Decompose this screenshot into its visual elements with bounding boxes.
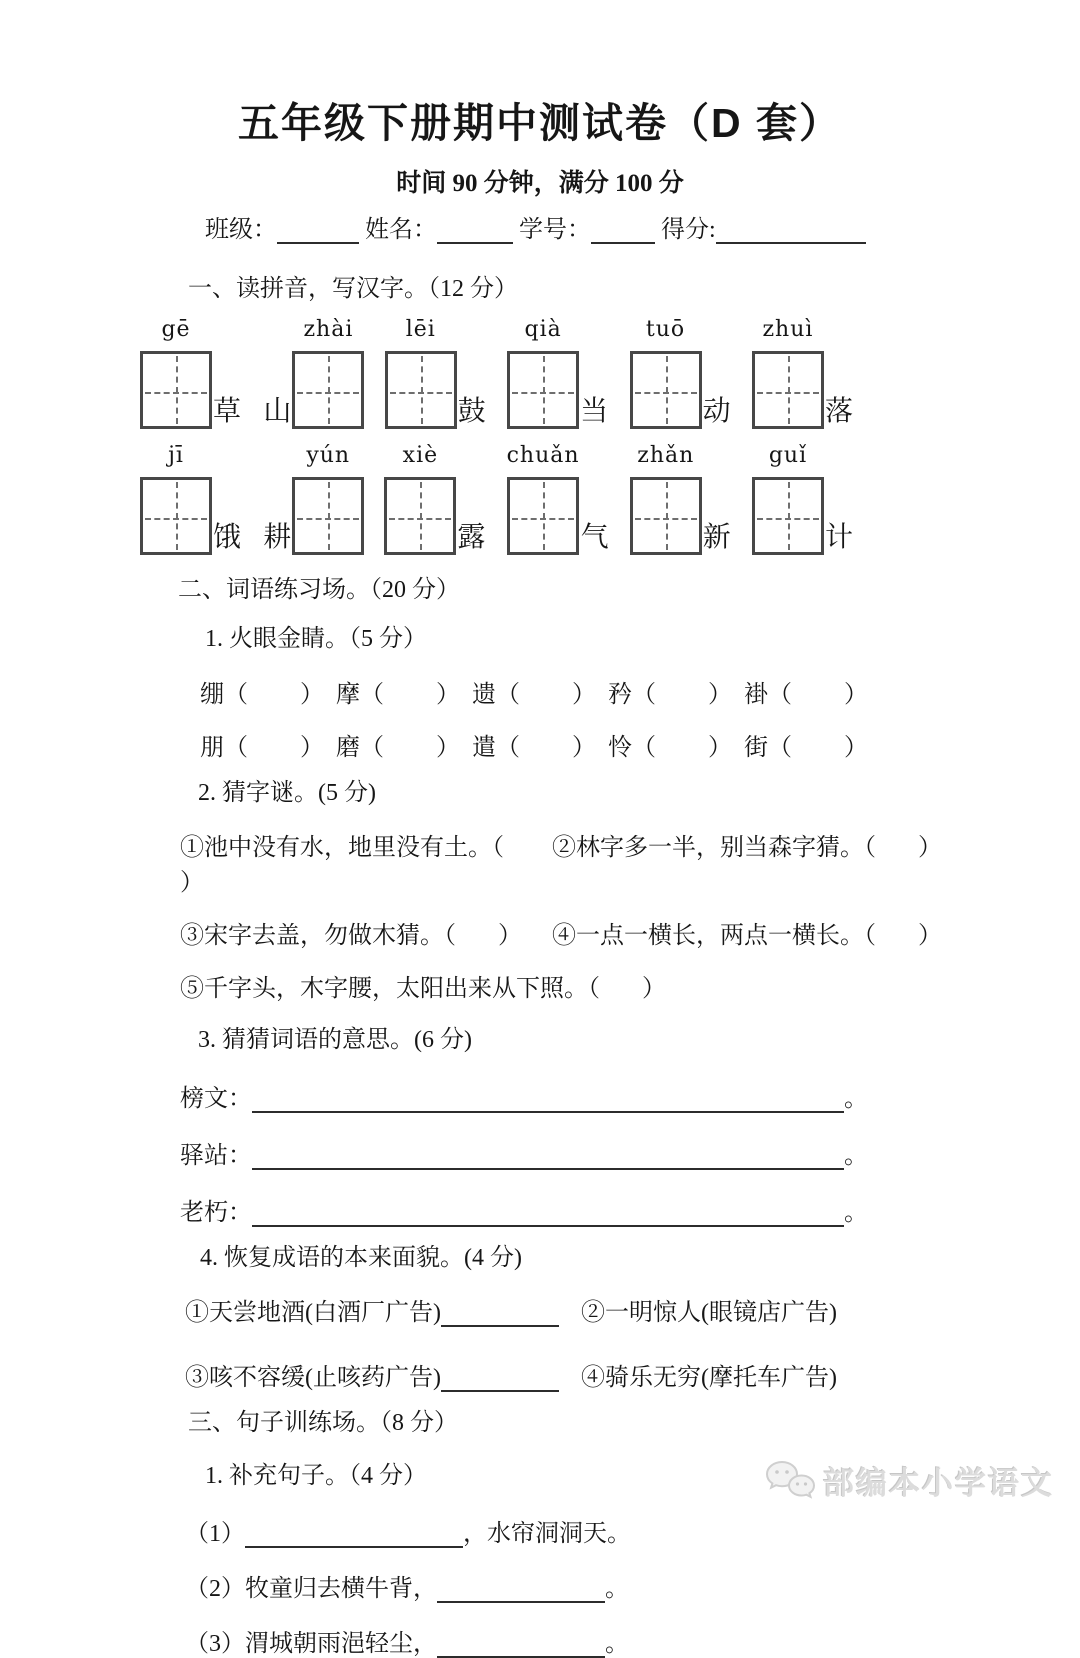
sentence-pre: （3）渭城朝雨浥轻尘， xyxy=(185,1630,437,1657)
pinyin-label: qià xyxy=(524,317,562,343)
context-char-after: 落 xyxy=(824,396,853,428)
student-number-blank xyxy=(591,218,655,244)
idiom-text: ④骑乐无穷(摩托车广告) xyxy=(581,1365,837,1392)
paren-close: ） xyxy=(300,734,324,761)
pinyin-label: lēi xyxy=(405,317,436,343)
word-item xyxy=(336,727,460,762)
sentence-post: 。 xyxy=(605,1575,629,1602)
idiom-item xyxy=(185,1357,581,1392)
grid-dashed-vertical-line xyxy=(666,356,668,424)
pinyin-label: gē xyxy=(161,317,191,343)
character: 磨 xyxy=(336,734,360,761)
paren-open: （ xyxy=(768,734,792,761)
pinyin-box-stack xyxy=(385,317,457,429)
riddle-text: ④一点一横长，两点一横长。 xyxy=(552,922,864,949)
student-info-line xyxy=(205,209,1080,244)
pinyin-box-stack xyxy=(752,317,824,429)
idiom-text: ①天尝地酒(白酒厂广告) xyxy=(185,1300,441,1327)
section2-sub3-heading: 3. 猜猜词语的意思。(6 分) xyxy=(198,1026,472,1053)
idiom-item xyxy=(185,1292,581,1327)
word-item xyxy=(608,727,732,762)
context-char-after: 草 xyxy=(213,396,242,428)
paren-close: ） xyxy=(180,869,204,896)
pinyin-label: yún xyxy=(306,443,351,469)
context-char-before: 山 xyxy=(263,396,292,428)
sentence-completion-row xyxy=(185,1513,1080,1548)
pinyin-label: chuǎn xyxy=(506,443,580,469)
word-item xyxy=(744,727,868,762)
page-title: 五年级下册期中测试卷（D 套） xyxy=(238,100,842,146)
pinyin-writing-unit xyxy=(140,317,242,429)
paren-close: ） xyxy=(708,734,732,761)
answer-blank xyxy=(437,1631,605,1657)
riddle-item xyxy=(552,915,942,950)
paren-close: ） xyxy=(498,922,522,949)
section2-sub2-heading: 2. 猜字谜。(5 分) xyxy=(198,779,376,806)
answer-blank xyxy=(245,1521,463,1547)
grid-dashed-vertical-line xyxy=(176,482,178,550)
class-label: 班级： xyxy=(205,217,277,243)
watermark xyxy=(764,1458,1054,1503)
pinyin-box-stack xyxy=(630,317,702,429)
paren-close: ） xyxy=(436,734,460,761)
writing-grid-box xyxy=(752,477,824,555)
pinyin-writing-unit xyxy=(752,317,854,429)
writing-grid-box xyxy=(385,351,457,429)
pinyin-label: zhài xyxy=(303,317,354,343)
grid-dashed-vertical-line xyxy=(788,482,790,550)
riddle-item xyxy=(180,827,552,897)
character: 遗 xyxy=(472,681,496,708)
pinyin-label: zhǎn xyxy=(637,443,695,469)
writing-grid-box xyxy=(507,477,579,555)
idiom-text: ③咳不容缓(止咳药广告) xyxy=(185,1365,441,1392)
sentence-post: ，水帘洞洞天。 xyxy=(463,1520,631,1547)
pinyin-writing-unit xyxy=(384,443,486,555)
writing-grid-box xyxy=(292,477,364,555)
sentence-completion-row xyxy=(185,1568,1080,1603)
period: 。 xyxy=(844,1199,868,1226)
pinyin-box-stack xyxy=(630,443,702,555)
riddle-text: ②林字多一半，别当森字猜。 xyxy=(552,834,864,861)
paren-close: ） xyxy=(572,681,596,708)
character: 褂 xyxy=(744,681,768,708)
paren-open: （ xyxy=(864,834,876,861)
word-item xyxy=(200,674,324,709)
character: 怜 xyxy=(608,734,632,761)
grid-dashed-vertical-line xyxy=(788,356,790,424)
pinyin-box-stack xyxy=(507,317,579,429)
answer-blank xyxy=(437,1576,605,1602)
writing-grid-box xyxy=(630,477,702,555)
pinyin-writing-unit xyxy=(385,317,487,429)
pinyin-row-1 xyxy=(140,317,854,429)
writing-grid-box xyxy=(630,351,702,429)
grid-dashed-vertical-line xyxy=(420,482,422,550)
answer-blank xyxy=(252,1200,844,1226)
section2-heading: 二、词语练习场。（20 分） xyxy=(178,577,460,604)
riddle-row-3 xyxy=(180,968,1080,1003)
riddle-item xyxy=(180,968,666,1003)
writing-grid-box xyxy=(292,351,364,429)
section2-sub4-heading: 4. 恢复成语的本来面貌。(4 分) xyxy=(200,1244,522,1271)
context-char-before: 耕 xyxy=(263,522,292,554)
paren-close: ） xyxy=(918,834,942,861)
word-meaning-row xyxy=(180,1135,1080,1170)
pinyin-writing-unit xyxy=(507,443,610,555)
class-blank xyxy=(277,218,359,244)
grid-dashed-vertical-line xyxy=(176,356,178,424)
word-meaning-row xyxy=(180,1192,1080,1227)
section2-sub1-heading: 1. 火眼金睛。（5 分） xyxy=(205,626,427,653)
sentence-pre: （2）牧童归去横牛背， xyxy=(185,1575,437,1602)
paren-close: ） xyxy=(572,734,596,761)
pinyin-writing-unit xyxy=(630,317,732,429)
context-char-after: 新 xyxy=(702,522,731,554)
pinyin-box-stack xyxy=(292,317,364,429)
context-char-after: 当 xyxy=(580,396,609,428)
pinyin-label: tuō xyxy=(645,317,686,343)
word-discrimination-row-1 xyxy=(200,674,868,709)
word-item xyxy=(744,674,868,709)
student-number-label: 学号： xyxy=(519,217,591,243)
word-item xyxy=(608,674,732,709)
idiom-item xyxy=(581,1357,837,1392)
watermark-text: 部编本小学语文 xyxy=(823,1466,1054,1501)
answer-blank xyxy=(252,1143,844,1169)
paren-open: （ xyxy=(444,922,456,949)
context-char-after: 鼓 xyxy=(457,396,486,428)
section1-heading: 一、读拼音，写汉字。（12 分） xyxy=(188,276,518,302)
pinyin-writing-unit xyxy=(262,443,364,555)
grid-dashed-vertical-line xyxy=(543,482,545,550)
grid-dashed-vertical-line xyxy=(328,482,330,550)
pinyin-box-stack xyxy=(140,443,212,555)
word-label: 榜文： xyxy=(180,1085,252,1112)
word-label: 老朽： xyxy=(180,1199,252,1226)
paren-close: ） xyxy=(300,681,324,708)
character: 矜 xyxy=(608,681,632,708)
paren-open: （ xyxy=(224,734,248,761)
riddle-item xyxy=(552,827,942,897)
riddle-row-1 xyxy=(180,827,1080,897)
word-meaning-row xyxy=(180,1078,1080,1113)
paren-close: ） xyxy=(844,734,868,761)
character: 街 xyxy=(744,734,768,761)
grid-dashed-vertical-line xyxy=(543,356,545,424)
word-label: 驿站： xyxy=(180,1142,252,1169)
character: 摩 xyxy=(336,681,360,708)
paren-open: （ xyxy=(632,681,656,708)
context-char-after: 动 xyxy=(702,396,731,428)
pinyin-box-stack xyxy=(507,443,580,555)
context-char-after: 气 xyxy=(580,522,609,554)
character: 绷 xyxy=(200,681,224,708)
pinyin-writing-unit xyxy=(752,443,854,555)
pinyin-box-stack xyxy=(752,443,824,555)
word-item xyxy=(336,674,460,709)
idiom-restore-row-1 xyxy=(185,1292,1080,1327)
character: 遣 xyxy=(472,734,496,761)
idiom-item xyxy=(581,1292,837,1327)
paren-close: ） xyxy=(844,681,868,708)
paren-close: ） xyxy=(708,681,732,708)
paren-close: ） xyxy=(436,681,460,708)
word-item xyxy=(200,727,324,762)
answer-blank xyxy=(252,1086,844,1112)
wechat-icon xyxy=(764,1459,816,1503)
pinyin-label: xiè xyxy=(402,443,439,469)
sentence-completion-row xyxy=(185,1623,1080,1658)
grid-dashed-vertical-line xyxy=(328,356,330,424)
context-char-after: 露 xyxy=(457,522,486,554)
section3-sub1-heading: 1. 补充句子。（4 分） xyxy=(205,1463,427,1490)
pinyin-box-stack xyxy=(384,443,456,555)
paren-open: （ xyxy=(492,834,504,861)
paren-open: （ xyxy=(360,734,384,761)
idiom-restore-row-2 xyxy=(185,1357,1080,1392)
period: 。 xyxy=(844,1085,868,1112)
word-discrimination-row-2 xyxy=(200,727,868,762)
pinyin-writing-unit xyxy=(140,443,242,555)
writing-grid-box xyxy=(507,351,579,429)
pinyin-writing-unit xyxy=(630,443,732,555)
idiom-text: ②一明惊人(眼镜店广告) xyxy=(581,1300,837,1327)
name-blank xyxy=(437,218,513,244)
paren-open: （ xyxy=(224,681,248,708)
riddle-text: ⑤千字头，木字腰，太阳出来从下照。 xyxy=(180,975,588,1002)
exam-time-score-subtitle: 时间 90 分钟，满分 100 分 xyxy=(396,170,684,197)
pinyin-writing-unit xyxy=(262,317,364,429)
pinyin-label: zhuì xyxy=(762,317,814,343)
context-char-after: 饿 xyxy=(213,522,242,554)
paren-open: （ xyxy=(864,922,876,949)
paren-close: ） xyxy=(918,922,942,949)
pinyin-label: guǐ xyxy=(768,443,808,469)
word-item xyxy=(472,674,596,709)
writing-grid-box xyxy=(752,351,824,429)
score-blank xyxy=(716,218,866,244)
pinyin-box-stack xyxy=(140,317,212,429)
pinyin-writing-unit xyxy=(507,317,609,429)
name-label: 姓名： xyxy=(365,217,437,243)
period: 。 xyxy=(844,1142,868,1169)
context-char-after: 计 xyxy=(824,522,853,554)
pinyin-box-stack xyxy=(292,443,364,555)
riddle-item xyxy=(180,915,552,950)
answer-blank xyxy=(441,1366,559,1392)
sentence-post: 。 xyxy=(605,1630,629,1657)
pinyin-label: jī xyxy=(168,443,184,469)
writing-grid-box xyxy=(384,477,456,555)
riddle-row-2 xyxy=(180,915,1080,950)
paren-open: （ xyxy=(588,975,600,1002)
answer-blank xyxy=(441,1301,559,1327)
paren-close: ） xyxy=(642,975,666,1002)
paren-open: （ xyxy=(496,734,520,761)
grid-dashed-vertical-line xyxy=(666,482,668,550)
character: 朋 xyxy=(200,734,224,761)
paren-open: （ xyxy=(632,734,656,761)
score-label: 得分: xyxy=(661,217,716,243)
writing-grid-box xyxy=(140,351,212,429)
pinyin-row-2 xyxy=(140,443,854,555)
riddle-text: ①池中没有水，地里没有土。 xyxy=(180,834,492,861)
word-item xyxy=(472,727,596,762)
sentence-pre: （1） xyxy=(185,1520,245,1547)
riddle-text: ③宋字去盖，勿做木猜。 xyxy=(180,922,444,949)
paren-open: （ xyxy=(768,681,792,708)
writing-grid-box xyxy=(140,477,212,555)
grid-dashed-vertical-line xyxy=(421,356,423,424)
paren-open: （ xyxy=(496,681,520,708)
section3-heading: 三、句子训练场。（8 分） xyxy=(188,1410,458,1437)
paren-open: （ xyxy=(360,681,384,708)
